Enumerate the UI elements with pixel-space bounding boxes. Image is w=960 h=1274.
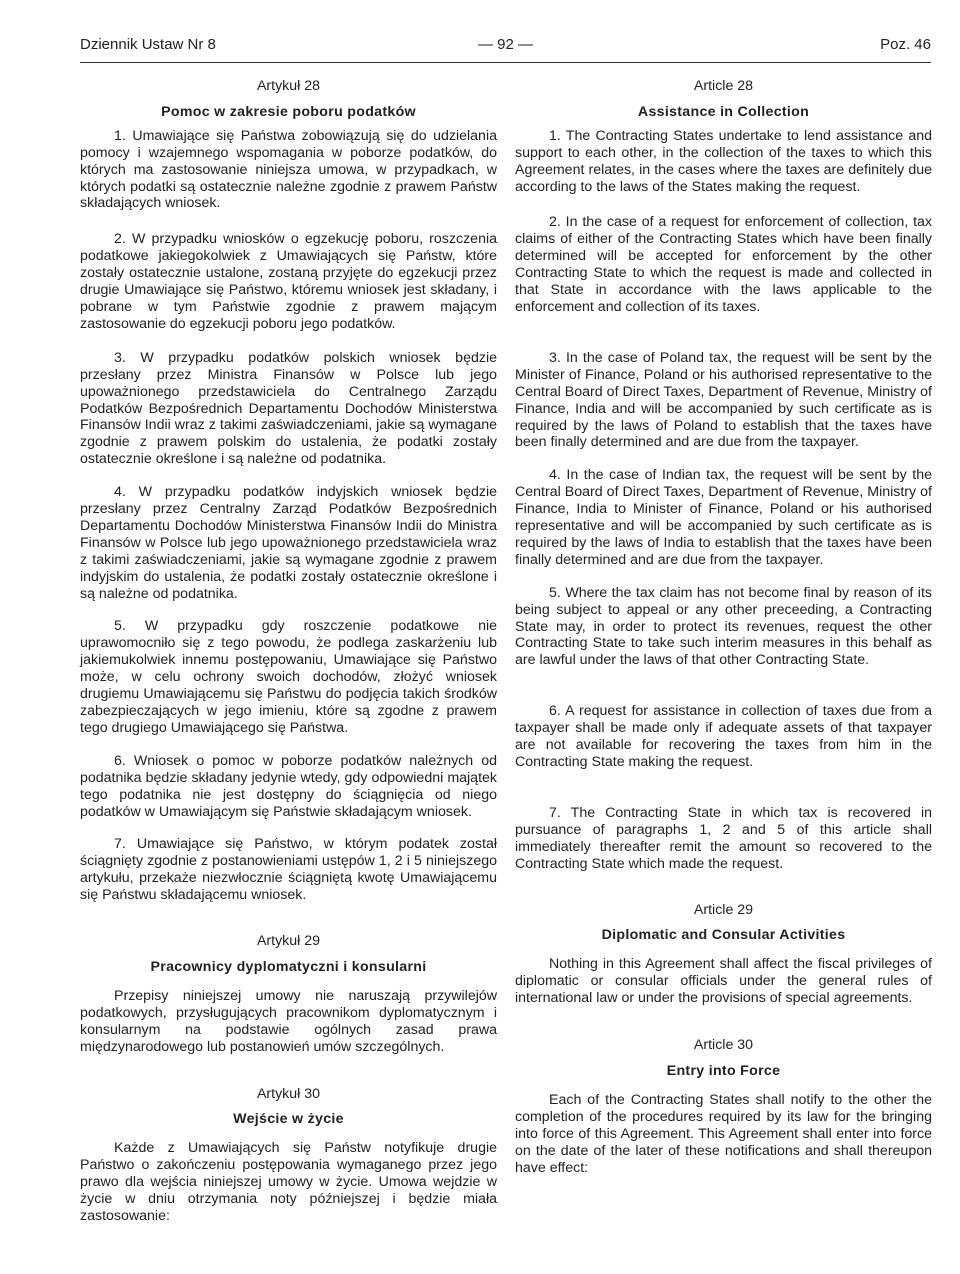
paragraph-4: 4. W przypadku podatków indyjskich wniosek będzie przesłany przez Centralny Zarząd Podatków Bezpośrednich Departamentu Dochodów Ministerstwa Finansów Indii do Ministra Finansów w Polsce lub jego upoważnionego przedstawiciela wraz z takimi zaświadczeniami, jakie są wymagane zgodnie z prawem indyjskim do ustalenia, że podatki zostały ostatecznie określone i są należne od podatnika. (80, 484, 497, 602)
paragraph-2: 2. In the case of a request for enforcement of collection, tax claims of either of the Contracting States which have been finally determined will be accepted for enforcement by the other Contracting State to which the request is made and collected in that State in accordance with the laws applicable to the enforcement and collection of its taxes. (515, 214, 932, 315)
article-title: Diplomatic and Consular Activities (601, 927, 846, 944)
paragraph-1: Przepisy niniejszej umowy nie naruszają przywilejów podatkowych, przysługujących pracownikom dyplomatycznym i konsularnym na podstawie ogólnych zasad prawa międzynarodowego lub postanowień umów szczególnych. (80, 987, 497, 1055)
article-title: Pracownicy dyplomatyczni i konsularni (150, 958, 427, 975)
paragraph-7: 7. Umawiające się Państwo, w którym podatek został ściągnięty zgodnie z postanowieniami ustępów 1, 2 i 5 niniejszego artykułu, przekaże niezwłocznie ściągniętą kwotę Umawiającemu się Państwu składającemu wniosek. (80, 836, 497, 904)
article-number: Artykuł 30 (256, 1085, 321, 1102)
article-number: Article 29 (693, 901, 754, 918)
paragraph-1: Each of the Contracting States shall notify to the other the completion of the procedures required by its law for the bringing into force of this Agreement. This Agreement shall enter into force on the date of the later of these notifications and shall thereupon have effect: (515, 1091, 932, 1176)
paragraph-7: 7. The Contracting State in which tax is recovered in pursuance of paragraphs 1, 2 and 5 of this article shall immediately thereafter remit the amount so recovered to the Contracting State which made the request. (515, 804, 932, 872)
paragraph-3: 3. W przypadku podatków polskich wniosek będzie przesłany przez Ministra Finansów w Polsce lub jego upoważnionego przedstawiciela do Centralnego Zarządu Podatków Bezpośrednich Departamentu Dochodów Ministerstwa Finansów Indii wraz z takimi zaświadczeniami, jakie są wymagane zgodnie z prawem polskim do ustalenia, że podatki zostały ostatecznie określone i są należne od podatnika. (80, 349, 497, 468)
article-28-en (515, 78, 932, 873)
article-number: Artykuł 29 (256, 933, 321, 950)
paragraph-1: Nothing in this Agreement shall affect the fiscal privileges of diplomatic or consular officials under the general rules of international law or under the provisions of special agreements. (515, 956, 932, 1007)
article-30-pl (80, 1086, 497, 1225)
page-number: — 92 — (477, 36, 534, 53)
paragraph-2: 2. W przypadku wniosków o egzekucję poboru, roszczenia podatkowe jakiegokolwiek z Umawiających się Państw, które zostały ostatecznie ustalone, zostaną przyjęte do egzekucji przez drugie Umawiające się Państwo, któremu wniosek jest składany, i pobrane w tym Państwie zgodnie z prawem mającym zastosowanie do egzekucji poboru jego podatków. (80, 231, 497, 332)
paragraph-5: 5. Where the tax claim has not become final by reason of its being subject to appeal or any other preceeding, a Contracting State may, in order to protect its revenues, request the other Contracting State to take such interim measures in this behalf as are lawful under the laws of that other Contracting State. (515, 584, 932, 669)
paragraph-1: Każde z Umawiających się Państw notyfikuje drugie Państwo o zakończeniu postępowania wymaganego przez jego prawo dla wejścia niniejszej umowy w życie. Umowa wejdzie w życie w dniu otrzymania noty późniejszej i będzie miała zastosowanie: (80, 1140, 497, 1224)
article-title: Wejście w życie (233, 1111, 344, 1128)
article-28-pl (80, 78, 497, 904)
paragraph-3: 3. In the case of Poland tax, the request will be sent by the Minister of Finance, Poland or his authorised representative to the Central Board of Direct Taxes, Department of Revenue, Ministry of Finance, India and will be accompanied by such certificate as is required by the laws of Poland to establish that the taxes have been finally determined and are due from the taxpayer. (515, 349, 932, 451)
position-number: Poz. 46 (880, 36, 931, 53)
article-title: Pomoc w zakresie poboru podatków (161, 103, 416, 120)
paragraph-1: 1. Umawiające się Państwa zobowiązują się do udzielania pomocy i wzajemnego wspomagania w poborze podatków, do których ma zastosowanie niniejsza umowa, w przypadkach, w których podatki są ostatecznie należne zgodnie z prawem Państw składających wniosek. (80, 127, 497, 212)
polish-column (80, 78, 497, 1258)
paragraph-1: 1. The Contracting States undertake to lend assistance and support to each other, in the collection of the taxes to which this Agreement relates, in the cases where the taxes are definitely due according to the laws of the States making the request. (515, 127, 932, 195)
paragraph-6: 6. A request for assistance in collection of taxes due from a taxpayer shall be made only if adequate assets of that taxpayer are not available for recovering the taxes from him in the Contracting State making the request. (515, 703, 932, 770)
article-30-en (515, 1037, 932, 1176)
paragraph-5: 5. W przypadku gdy roszczenie podatkowe nie uprawomocniło się z tego powodu, że podlega zaskarżeniu lub jakiemukolwiek innemu postępowaniu, Umawiające się Państwo może, w celu ochrony swoich dochodów, złożyć wniosek drugiemu Umawiającemu się Państwu do podjęcia takich środków zabezpieczających w jego imieniu, które są zgodne z prawem tego drugiego Umawiającego się Państwa. (80, 618, 497, 736)
article-29-en (515, 902, 932, 1008)
article-number: Artykuł 28 (256, 78, 321, 94)
paragraph-6: 6. Wniosek o pomoc w poborze podatków należnych od podatnika będzie składany jedynie wtedy, gdy odpowiedni majątek tego podatnika nie jest dostępny do ściągnięcia od niego podatków w Umawiającym się Państwie składającym wniosek. (80, 752, 497, 820)
article-number: Article 28 (693, 78, 754, 94)
paragraph-4: 4. In the case of Indian tax, the request will be sent by the Central Board of Direct Taxes, Department of Revenue, Ministry of Finance, India to Minister of Finance, Poland or his authorised representative and will be accompanied by such certificate as is required by the laws of India to establish that the taxes have been finally determined and are due from the taxpayer. (515, 467, 932, 568)
article-number: Article 30 (693, 1037, 754, 1054)
journal-title: Dziennik Ustaw Nr 8 (80, 36, 216, 53)
page-header (80, 36, 931, 63)
english-column (515, 78, 932, 1258)
article-29-pl (80, 933, 497, 1055)
article-title: Assistance in Collection (637, 103, 810, 120)
article-title: Entry into Force (666, 1062, 781, 1079)
